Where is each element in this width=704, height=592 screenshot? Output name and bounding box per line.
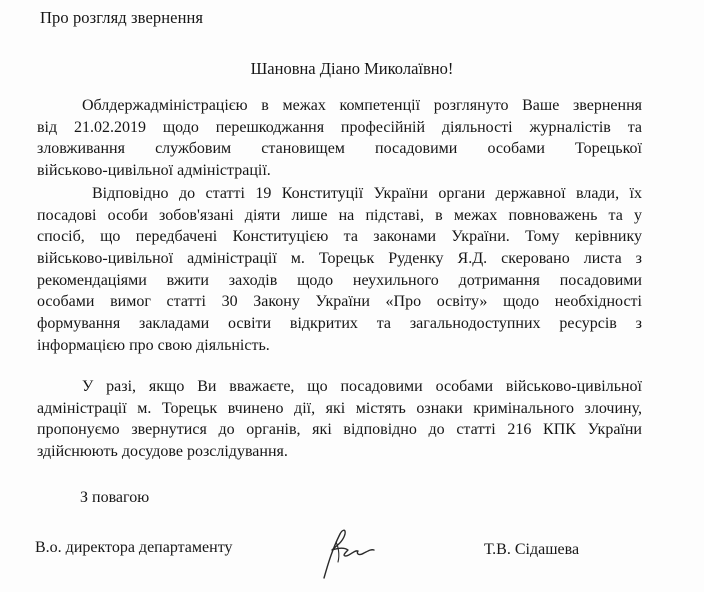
paragraph-line: посадові особи зобов'язані діяти лише на підставі, в межах повноважень та у [37,206,642,224]
paragraph-line: від 21.02.2019 щодо перешкоджання професійній діяльності журналістів та [37,118,642,136]
paragraph-line: У разі, якщо Ви вважаєте, що посадовими особами військово-цивільної [82,378,642,395]
letter-subject: Про розгляд звернення [40,8,204,27]
signatory-name: Т.В. Сідашева [484,541,580,558]
signatory-title: В.о. директора департаменту [35,539,233,556]
paragraph-line: інформацією про свою діяльність. [37,336,270,354]
paragraph-line: адміністрації м. Торецьк вчинено дії, які містять ознаки кримінального злочину, [37,399,642,417]
paragraph-line: рекомендаціями вжити заходів щодо неухильного дотримання посадовими [37,271,642,289]
paragraph-line: спосіб, що передбачені Конституцією та законами України. Тому керівнику [37,228,642,246]
letter-salutation: Шановна Діано Миколаївно! [250,59,454,78]
paragraph-constitution [37,183,642,357]
handwritten-signature [318,520,382,580]
paragraph-review [37,95,642,182]
paragraph-line: пропонуємо звернутися до органів, які відповідно до статті 216 КПК України [37,421,642,439]
paragraph-line: здійснюють досудове розслідування. [37,443,288,461]
paragraph-criminal [37,376,642,463]
paragraph-line: Відповідно до статті 19 Конституції України органи державної влади, їх [92,185,642,202]
paragraph-line: військово-цивільної адміністрації м. Торецьк Руденку Я.Д. скеровано листа з [37,250,642,268]
closing-phrase: З повагою [80,489,150,506]
paragraph-line: військово-цивільної адміністрації. [37,162,271,180]
paragraph-line: Облдержадміністрацією в межах компетенції розглянуто Ваше звернення [82,97,642,114]
paragraph-line: особами вимог статті 30 Закону України «Про освіту» щодо необхідності [37,293,642,311]
paragraph-line: зловживання службовим становищем посадовими особами Торецької [37,140,642,158]
paragraph-line: формування закладами освіти відкритих та загальнодоступних ресурсів з [37,315,642,333]
